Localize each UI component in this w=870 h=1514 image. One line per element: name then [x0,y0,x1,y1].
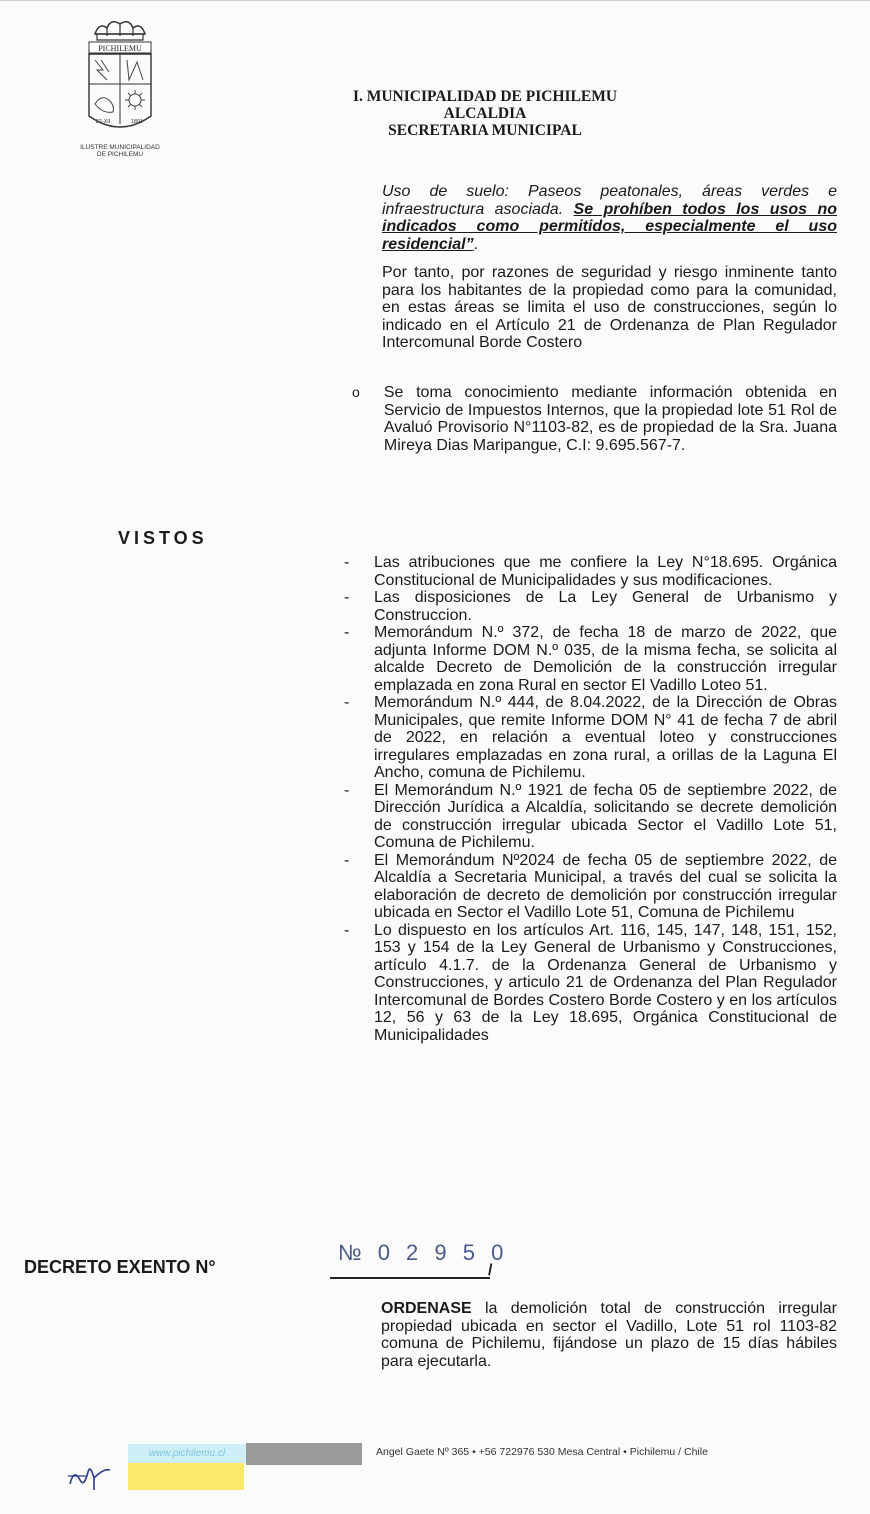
logo-caption-line1: ILUSTRE MUNICIPALIDAD [80,144,160,151]
uso-suelo-prohibition: Se prohíben todos los usos no indicados como permitidos, especialmente el uso residencial” [382,200,837,253]
list-item [340,782,837,852]
ordenase-paragraph [381,1300,837,1370]
list-item-text: Memorándum N.º 444, de 8.04.2022, de la Dirección de Obras Municipales, que remite Informe DOM N° 41 de fecha 7 de abril de 2022, en relación a eventual loteo y construcciones irregulares emplazadas en zona rural, a orillas de la Laguna El Ancho, comuna de Pichilemu. [374,694,837,781]
header-municipality: I. MUNICIPALIDAD DE PICHILEMU [352,88,618,105]
logo-caption [72,144,168,158]
list-dash: - [344,589,350,606]
document-header [320,88,650,139]
list-item-text: Lo dispuesto en los artículos Art. 116, 145, 147, 148, 151, 152, 153 y 154 de la Ley General de Urbanismo y Construcciones, artículo 4.1.7. de la Ordenanza General de Urbanismo y Construcciones, y articulo 21 de Ordenanza del Plan Regulador Intercomunal de Bordes Costero Borde Costero y en los artículos 12, 56 y 63 de la Ley 18.695, Orgánica Constitucional de Municipalidades [374,921,837,1044]
list-item-text: El Memorándum N.º 1921 de fecha 05 de septiembre 2022, de Dirección Jurídica a Alcaldía, solicitando se decrete demolición de construcción irregular ubicada Sector el Vadillo Lote 51, Comuna de Pichilemu. [374,781,837,851]
vistos-list [340,554,837,1044]
uso-suelo-end: . [473,235,479,253]
list-item [340,554,837,589]
footer-gray-bar [246,1443,362,1465]
por-tanto-paragraph: Por tanto, por razones de seguridad y riesgo inminente tanto para los habitantes de la propiedad como para la comunidad, en estas áreas se limita el uso de construcciones, según lo indicado en el Artículo 21 de Ordenanza de Plan Regulador Intercomunal Borde Costero [382,264,837,351]
list-dash: - [344,624,350,641]
list-item-text: Las disposiciones de La Ley General de Urbanismo y Construccion. [374,589,837,624]
list-item-text: El Memorándum Nº2024 de fecha 05 de septiembre 2022, de Alcaldía a Secretaria Municipal, a través del cual se solicita la elaboración de decreto de demolición por construcción irregular ubicada en Sector el Vadillo Lote 51, Comuna de Pichilemu [374,851,837,921]
municipal-crest-icon [77,14,163,142]
page-top-border [0,0,870,1]
bullet-marker: o [352,384,360,400]
bullet-item [350,384,837,454]
decreto-number-stamp: № 0 2 9 5 0 [338,1240,509,1265]
header-secretaria: SECRETARIA MUNICIPAL [388,122,582,139]
decreto-slash: / [488,1262,493,1279]
list-dash: - [344,921,350,939]
list-item-text: Memorándum N.º 372, de fecha 18 de marzo de 2022, que adjunta Informe DOM N.º 035, de la misma fecha, se solicita al alcalde Decreto de Demolición de la construcción irregular emplazada en zona Rural en sector El Vadillo Loteo 51. [374,624,837,694]
list-item [340,852,837,922]
bullet-text: Se toma conocimiento mediante información obtenida en Servicio de Impuestos Internos, que la propiedad lote 51 Rol de Avaluó Provisorio N°1103-82, es de propiedad de la Sra. Juana Mireya Dias Maripangue, C.I: 9.695.567-7. [383,384,837,454]
list-dash: - [344,781,350,799]
logo-banner-text: PICHILEMU [98,44,142,53]
decreto-underline [330,1277,490,1279]
footer-address: Angel Gaete Nº 365 • +56 722976 530 Mesa Central • Pichilemu / Chile [376,1446,708,1458]
footer-website: www.pichilemu.cl [128,1444,246,1463]
signature-icon [64,1458,124,1494]
list-item [340,694,837,782]
list-item [340,589,837,624]
logo-year-right: 1891 [130,119,144,125]
ordenase-text: la demolición total de construcción irregular propiedad ubicada en sector el Vadillo, Lote 51 rol 1103-82 comuna de Pichilemu, fijándose un plazo de 15 días hábiles para ejecutarla. [381,1300,837,1370]
decreto-exento-label: DECRETO EXENTO N° [24,1257,216,1277]
list-item-text: Las atribuciones que me confiere la Ley N°18.695. Orgánica Constitucional de Municipalidades y sus modificaciones. [374,554,837,589]
logo-caption-line2: DE PICHILEMU [96,151,144,158]
list-item [340,624,837,694]
footer-yellow-bar [128,1463,244,1490]
vistos-heading: VISTOS [118,528,208,548]
uso-suelo-paragraph [382,183,837,253]
ordenase-keyword: ORDENASE [381,1300,472,1317]
list-item [340,922,837,1045]
logo-year-left: 22-XII [95,119,111,125]
municipal-logo [72,14,168,164]
list-dash: - [344,851,350,869]
list-dash: - [344,554,350,571]
list-dash: - [344,694,350,711]
header-alcaldia: ALCALDIA [443,105,527,122]
uso-suelo-italic: Uso de suelo: Paseos peatonales, áreas verdes e infraestructura asociada. [382,183,837,218]
